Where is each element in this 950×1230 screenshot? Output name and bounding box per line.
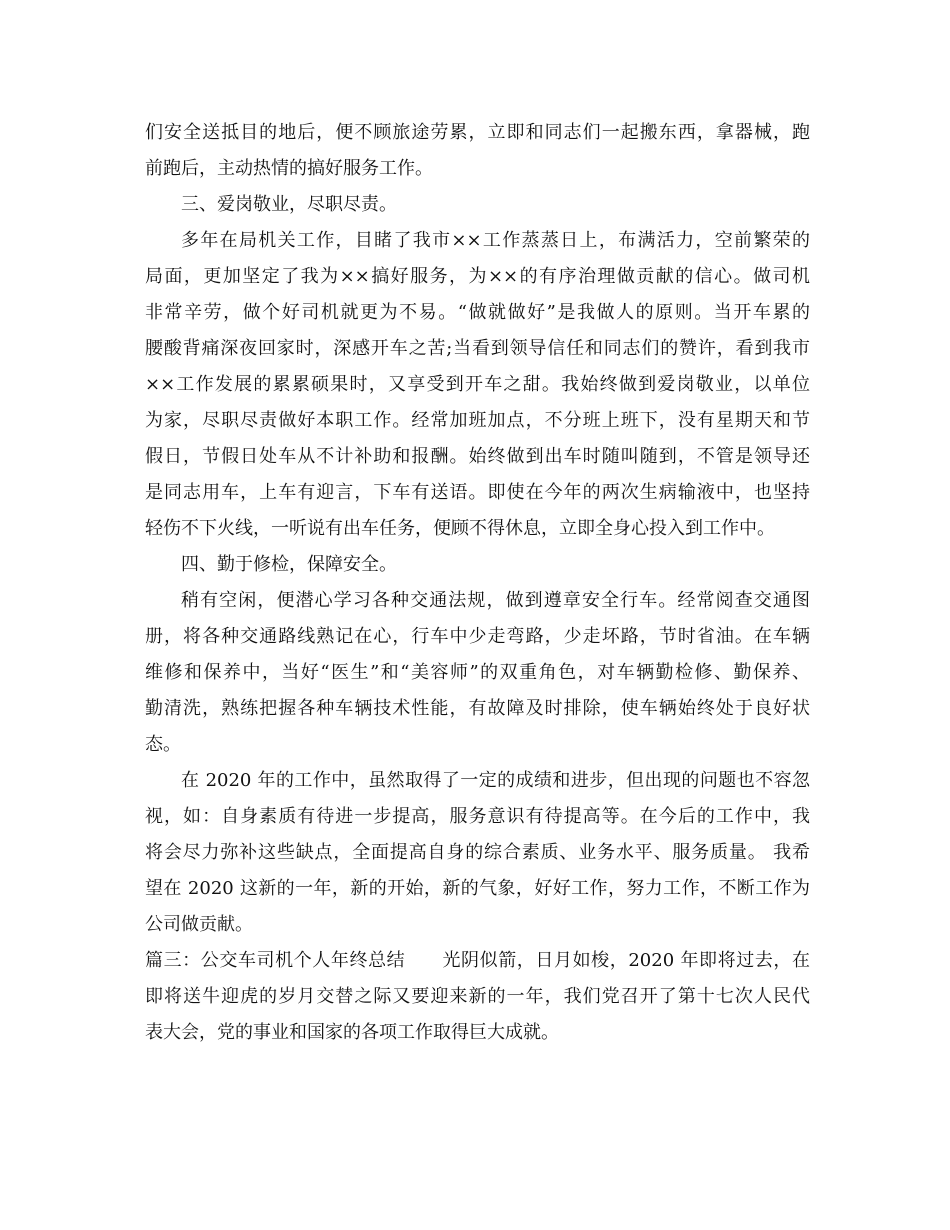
body-text-line: 篇三：公交车司机个人年终总结 光阴似箭，日月如梭，2020 年即将过去，在	[145, 950, 810, 971]
body-text-line: 勤清洗，熟练把握各种车辆技术性能，有故障及时排除，使车辆始终处于良好状	[145, 698, 810, 719]
body-text-line: 在 2020 年的工作中，虽然取得了一定的成绩和进步，但出现的问题也不容忽	[181, 770, 810, 791]
body-text-line: 多年在局机关工作，目睹了我市××工作蒸蒸日上，布满活力，空前繁荣的	[181, 230, 810, 251]
body-text-line: 公司做贡献。	[145, 914, 253, 935]
body-text-line: 轻伤不下火线，一听说有出车任务，便顾不得休息，立即全身心投入到工作中。	[145, 518, 775, 539]
body-text-line: 是同志用车，上车有迎言，下车有送语。即使在今年的两次生病输液中，也坚持	[145, 482, 810, 503]
body-text-line: 册，将各种交通路线熟记在心，行车中少走弯路，少走坏路，节时省油。在车辆	[145, 626, 810, 647]
body-text-line: 假日，节假日处车从不计补助和报酬。始终做到出车时随叫随到，不管是领导还	[145, 446, 810, 467]
section-heading: 四、勤于修检，保障安全。	[181, 554, 397, 575]
body-text-line: 态。	[145, 734, 181, 755]
body-text-line: 表大会，党的事业和国家的各项工作取得巨大成就。	[145, 1022, 559, 1043]
body-text-line: 非常辛劳，做个好司机就更为不易。“做就做好”是我做人的原则。当开车累的	[145, 302, 810, 323]
body-text-line: 维修和保养中，当好“医生”和“美容师”的双重角色，对车辆勤检修、勤保养、	[145, 662, 810, 683]
body-text-line: 腰酸背痛深夜回家时，深感开车之苦;当看到领导信任和同志们的赞许，看到我市	[145, 338, 810, 359]
body-text-line: 们安全送抵目的地后，便不顾旅途劳累，立即和同志们一起搬东西，拿器械，跑	[145, 122, 810, 143]
body-text-line: 稍有空闲，便潜心学习各种交通法规，做到遵章安全行车。经常阅查交通图	[181, 590, 810, 611]
body-text-line: 前跑后，主动热情的搞好服务工作。	[145, 158, 433, 179]
body-text-line: 望在 2020 这新的一年，新的开始，新的气象，好好工作，努力工作，不断工作为	[145, 878, 810, 899]
body-text-line: 即将送牛迎虎的岁月交替之际又要迎来新的一年，我们党召开了第十七次人民代	[145, 986, 810, 1007]
body-text-line: ××工作发展的累累硕果时，又享受到开车之甜。我始终做到爱岗敬业，以单位	[145, 374, 810, 395]
body-text-line: 局面，更加坚定了我为××搞好服务，为××的有序治理做贡献的信心。做司机	[145, 266, 810, 287]
body-text-line: 视，如：自身素质有待进一步提高，服务意识有待提高等。在今后的工作中，我	[145, 806, 810, 827]
section-heading: 三、爱岗敬业，尽职尽责。	[181, 194, 397, 215]
body-text-line: 将会尽力弥补这些缺点，全面提高自身的综合素质、业务水平、服务质量。 我希	[145, 842, 810, 863]
body-text-line: 为家，尽职尽责做好本职工作。经常加班加点，不分班上班下，没有星期天和节	[145, 410, 810, 431]
